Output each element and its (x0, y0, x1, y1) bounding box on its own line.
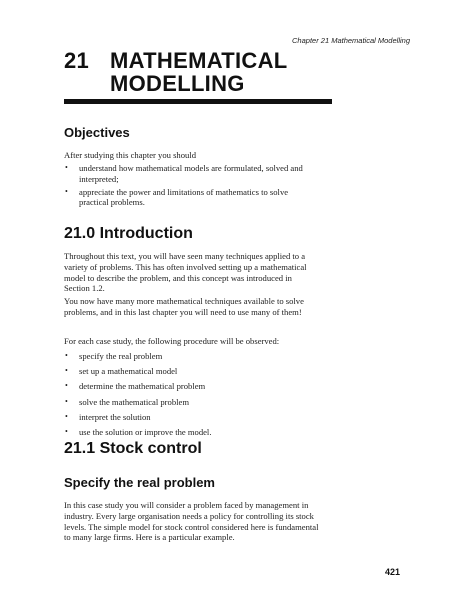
bullet-icon: • (65, 381, 68, 391)
list-item: • specify the real problem (65, 351, 163, 361)
title-rule (64, 99, 332, 104)
objectives-intro: After studying this chapter you should (64, 150, 196, 160)
bullet-icon: • (65, 396, 68, 406)
list-item: • appreciate the power and limitations of mathematics to solve practical problems. (65, 186, 289, 208)
objectives-list (64, 163, 319, 210)
chapter-title-line-1: MATHEMATICAL (110, 48, 288, 73)
list-item: • use the solution or improve the model. (65, 426, 212, 437)
chapter-title-line-2: MODELLING (110, 71, 245, 96)
introduction-paragraph-3: For each case study, the following procedure will be observed: (64, 336, 280, 346)
stock-control-heading: 21.1 Stock control (64, 440, 202, 457)
introduction-paragraph-1: Throughout this text, you will have seen many techniques applied to a variety of problems. This has often involved setting up a mathematical model to describe the problem, and this concept was introduced in Section 1.2. (64, 251, 307, 294)
list-item: • interpret the solution (65, 411, 151, 422)
objectives-heading: Objectives (64, 125, 130, 140)
bullet-icon: • (65, 186, 68, 196)
bullet-icon: • (65, 351, 68, 360)
stock-control-paragraph: In this case study you will consider a problem faced by management in industry. Every large organisation needs a policy for controlling its stock levels. The simple model for stock control considered here is fundamental to many large firms. Here is a particular example. (64, 500, 319, 543)
list-item: • set up a mathematical model (65, 366, 178, 377)
bullet-icon: • (65, 366, 68, 376)
bullet-icon: • (65, 163, 68, 172)
specify-problem-subheading: Specify the real problem (64, 475, 215, 490)
list-item: • understand how mathematical models are formulated, solved and interpreted; (65, 163, 303, 184)
introduction-paragraph-2: You now have many more mathematical techniques available to solve problems, and in this last chapter you will need to use many of them! (64, 296, 304, 317)
page-number: 421 (385, 567, 401, 577)
bullet-icon: • (65, 426, 68, 436)
list-item: • solve the mathematical problem (65, 396, 190, 407)
procedure-list (64, 351, 319, 442)
introduction-heading: 21.0 Introduction (64, 225, 193, 242)
list-item: • determine the mathematical problem (65, 381, 206, 392)
bullet-icon: • (65, 411, 68, 421)
running-header: Chapter 21 Mathematical Modelling (292, 36, 410, 45)
chapter-number: 21 (64, 48, 90, 73)
